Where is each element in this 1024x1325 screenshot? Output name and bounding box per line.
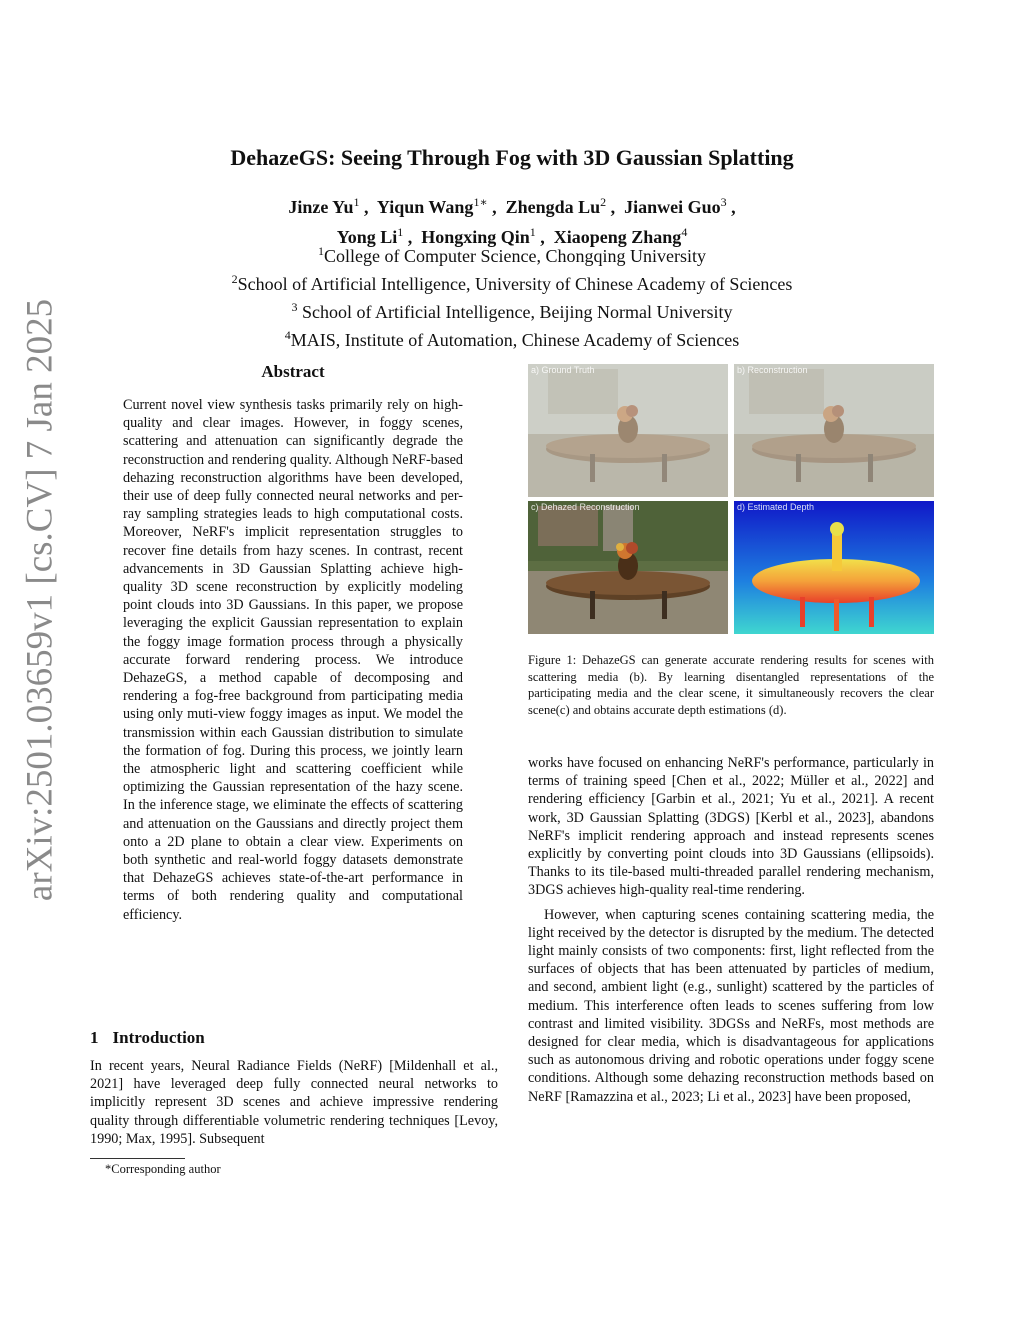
abstract-body xyxy=(123,396,463,924)
affiliation-list xyxy=(0,240,1024,352)
introduction-paragraph: However, when capturing scenes containing scattering media, the light received by the detector is disrupted by the medium. The detected light mainly consists of two components: first, light reflected from the surfaces of objects that has been attenuated by particles of medium, and second, ambient light (e.g., sunlight) scattered by the particles of medium. This interference often leads to scenes suffering from low contrast and limited visibility. 3DGSs and NeRFs, most methods are designed for clear media, which is disadvantageous for applications such as autonomous driving and robotic operations under foggy scene conditions. Although some dehazing reconstruction methods based on NeRF [Ramazzina et al., 2023; Li et al., 2023] have been proposed, xyxy=(528,906,934,1105)
affiliation: $^3$ School of Artificial Intelligence, Beijing Normal University xyxy=(291,300,733,322)
introduction-paragraph: works have focused on enhancing NeRF's performance, particularly in terms of training speed [Chen et al., 2022; Müller et al., 2022] and rendering efficiency [Garbin et al., 2021; Yu et al., 2021]. A recent work, 3D Gaussian Splatting (3DGS) [Kerbl et al., 2023], abandons NeRF's implicit rendering approach and instead represents scenes explicitly by converting point clouds into 3D Gaussians (ellipsoids). Thanks to its tile-based multi-threaded parallel rendering mechanism, 3DGS achieves high-quality real-time rendering. xyxy=(528,755,934,899)
figure-panel-ground-truth xyxy=(528,364,728,497)
author: Xiaopeng Zhang xyxy=(553,227,682,247)
abstract-paragraph: Current novel view synthesis tasks primarily rely on high-quality and clear images. However, in foggy scenes, scattering and attenuation can significantly degrade the reconstruction and rendering quality. Although NeRF-based dehazing reconstruction algorithms have been developed, their use of deep fully connected neural networks and per-ray sampling strategies leads to high computational costs. Moreover, NeRF's implicit representation struggles to recover fine details from hazy scenes. In contrast, recent advancements in 3D Gaussian Splatting achieve high-quality 3D scene reconstruction by explicitly modeling point clouds into 3D Gaussians. In this paper, we propose leveraging the explicit Gaussian representation to explain the foggy image formation process through a physically accurate forward rendering process. We introduce DehazeGS, a method capable of decomposing and rendering a fog-free background from participating media using only muti-view foggy images as input. We model the transmission within each Gaussian distribution to simulate the formation of fog. During this process, we jointly learn the atmospheric light and scattering coefficient while optimizing the Gaussian representation of the hazy scene. In the inference stage, we eliminate the effects of scattering and attenuation on the Gaussians and directly project them onto a 2D plane to obtain a clear view. Experiments on both synthetic and real-world foggy datasets demonstrate that DehazeGS achieves state-of-the-art performance in terms of both rendering quality and computational efficiency. xyxy=(123,397,463,923)
introduction-paragraph: In recent years, Neural Radiance Fields (NeRF) [Mildenhall et al., 2021] have leveraged deep fully connected neural networks to implicitly represent 3D scenes and achieve impressive rendering quality through differentiable volumetric rendering techniques [Levoy, 1990; Max, 1995]. Subsequent xyxy=(90,1058,498,1147)
panel-label: c) Dehazed Reconstruction xyxy=(531,502,640,512)
footnote: *Corresponding author xyxy=(105,1162,221,1176)
section-heading-introduction xyxy=(90,1028,205,1048)
dehazed-scene-image xyxy=(528,501,728,634)
panel-label: b) Reconstruction xyxy=(737,365,808,375)
figure-panel-depth xyxy=(734,501,934,634)
affiliation: $^1$College of Computer Science, Chongqing University xyxy=(318,244,706,266)
affiliation: $^2$School of Artificial Intelligence, University of Chinese Academy of Sciences xyxy=(231,272,793,294)
author: Hongxing Qin xyxy=(421,227,530,247)
figure-caption: Figure 1: DehazeGS can generate accurate rendering results for scenes with scattering media (b). By learning disentangled representations of the participating media and the clear scene, it simultaneously recovers the clear scene(c) and obtains accurate depth estimations (d). xyxy=(528,653,934,717)
introduction-right-column xyxy=(528,754,934,1106)
abstract-heading: Abstract xyxy=(261,362,325,381)
figure-1 xyxy=(528,364,934,634)
author: Yong Li xyxy=(336,227,398,247)
reconstructed-scene-image xyxy=(734,364,934,497)
footnote-divider xyxy=(90,1158,185,1159)
author-line-2: Yong Li$^1$ , Hongxing Qin$^1$ , Xiaopeng Zhang$^4$ xyxy=(336,225,688,247)
paper-title: DehazeGS: Seeing Through Fog with 3D Gaussian Splatting xyxy=(230,145,794,170)
figure-panel-dehazed xyxy=(528,501,728,634)
introduction-left-column xyxy=(90,1057,498,1148)
depth-map-image xyxy=(734,501,934,634)
author: Zhengda Lu xyxy=(505,197,601,217)
author: Yiqun Wang xyxy=(376,197,474,217)
arxiv-identifier: arXiv:2501.03659v1 [cs.CV] 7 Jan 2025 xyxy=(19,298,61,902)
panel-label: d) Estimated Depth xyxy=(737,502,815,512)
panel-label: a) Ground Truth xyxy=(531,365,595,375)
foggy-scene-image xyxy=(528,364,728,497)
author: Jianwei Guo xyxy=(624,197,721,217)
section-number: 1 xyxy=(90,1028,99,1047)
figure-panel-reconstruction xyxy=(734,364,934,497)
section-title: Introduction xyxy=(112,1028,205,1047)
author-line-1: Jinze Yu$^1$ , Yiqun Wang$^{1∗}$ , Zhengda Lu$^2$ , Jianwei Guo$^3$ , xyxy=(288,195,736,217)
affiliation: $^4$MAIS, Institute of Automation, Chinese Academy of Sciences xyxy=(284,328,740,350)
author: Jinze Yu xyxy=(288,197,354,217)
